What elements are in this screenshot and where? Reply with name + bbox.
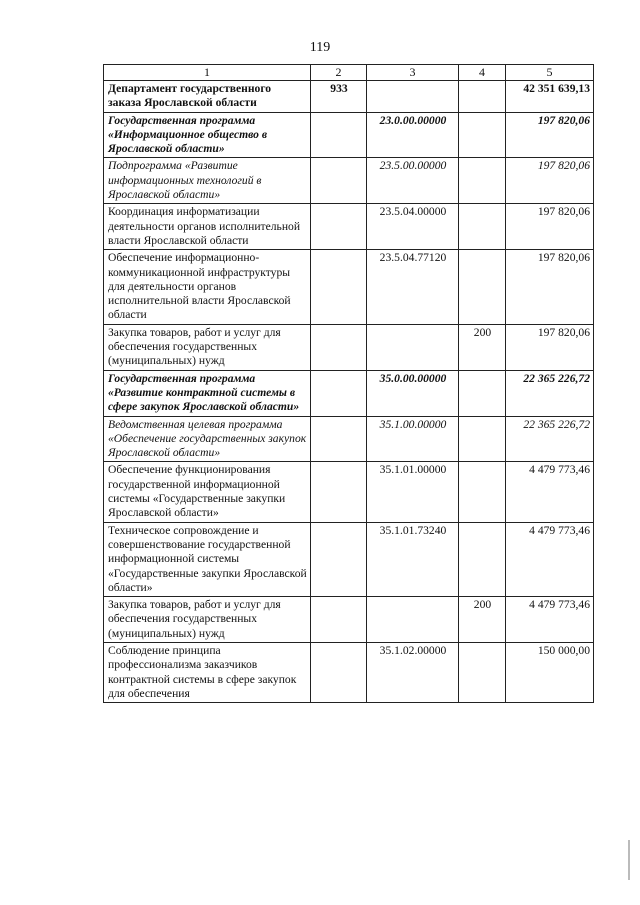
cell-amount: 197 820,06 xyxy=(506,158,594,204)
cell-expense-type xyxy=(459,416,506,462)
cell-name: Соблюдение принципа профессионализма заказчиков контрактной системы в сфере закупок для обеспечения xyxy=(104,642,311,702)
cell-name: Обеспечение функционирования государственной информационной системы «Государственные закупки Ярославской области» xyxy=(104,462,311,522)
cell-amount: 197 820,06 xyxy=(506,112,594,158)
cell-amount: 22 365 226,72 xyxy=(506,370,594,416)
column-header-amount: 5 xyxy=(506,65,594,81)
cell-amount: 150 000,00 xyxy=(506,642,594,702)
cell-expense-type: 200 xyxy=(459,597,506,643)
cell-amount: 22 365 226,72 xyxy=(506,416,594,462)
cell-name: Закупка товаров, работ и услуг для обеспечения государственных (муниципальных) нужд xyxy=(104,597,311,643)
page-number: 119 xyxy=(309,40,331,55)
table-row xyxy=(104,462,594,522)
cell-amount: 197 820,06 xyxy=(506,324,594,370)
cell-name: Обеспечение информационно-коммуникационной инфраструктуры для деятельности органов исполнительной власти Ярославской области xyxy=(104,250,311,324)
cell-dept-code xyxy=(311,158,367,204)
cell-dept-code xyxy=(311,642,367,702)
cell-target-code xyxy=(367,597,459,643)
table-row xyxy=(104,416,594,462)
table-row xyxy=(104,204,594,250)
cell-dept-code xyxy=(311,204,367,250)
cell-expense-type xyxy=(459,250,506,324)
cell-dept-code xyxy=(311,416,367,462)
cell-name: Департамент государственного заказа Ярославской области xyxy=(104,81,311,113)
cell-expense-type xyxy=(459,462,506,522)
cell-target-code: 35.1.01.00000 xyxy=(367,462,459,522)
table-row xyxy=(104,522,594,596)
table-row xyxy=(104,324,594,370)
column-header-dept: 2 xyxy=(311,65,367,81)
cell-dept-code: 933 xyxy=(311,81,367,113)
cell-dept-code xyxy=(311,462,367,522)
cell-expense-type xyxy=(459,642,506,702)
table-row xyxy=(104,642,594,702)
budget-table xyxy=(103,64,594,703)
table-row xyxy=(104,112,594,158)
cell-dept-code xyxy=(311,324,367,370)
cell-dept-code xyxy=(311,522,367,596)
table-row xyxy=(104,158,594,204)
table-row xyxy=(104,370,594,416)
cell-expense-type xyxy=(459,81,506,113)
cell-target-code: 23.5.00.00000 xyxy=(367,158,459,204)
cell-target-code: 23.5.04.00000 xyxy=(367,204,459,250)
cell-expense-type xyxy=(459,522,506,596)
cell-target-code xyxy=(367,81,459,113)
cell-dept-code xyxy=(311,250,367,324)
cell-target-code: 35.1.00.00000 xyxy=(367,416,459,462)
column-header-name: 1 xyxy=(104,65,311,81)
cell-amount: 4 479 773,46 xyxy=(506,462,594,522)
cell-amount: 4 479 773,46 xyxy=(506,597,594,643)
cell-amount: 197 820,06 xyxy=(506,204,594,250)
cell-dept-code xyxy=(311,112,367,158)
cell-amount: 42 351 639,13 xyxy=(506,81,594,113)
cell-name: Техническое сопровождение и совершенствование государственной информационной системы «Государственные закупки Ярославской области» xyxy=(104,522,311,596)
cell-name: Закупка товаров, работ и услуг для обеспечения государственных (муниципальных) нужд xyxy=(104,324,311,370)
cell-expense-type xyxy=(459,204,506,250)
cell-target-code: 35.0.00.00000 xyxy=(367,370,459,416)
cell-amount: 197 820,06 xyxy=(506,250,594,324)
cell-name: Координация информатизации деятельности органов исполнительной власти Ярославской области xyxy=(104,204,311,250)
cell-dept-code xyxy=(311,370,367,416)
cell-target-code: 23.0.00.00000 xyxy=(367,112,459,158)
cell-expense-type xyxy=(459,370,506,416)
table-row xyxy=(104,597,594,643)
table-row xyxy=(104,250,594,324)
cell-dept-code xyxy=(311,597,367,643)
cell-target-code xyxy=(367,324,459,370)
cell-amount: 4 479 773,46 xyxy=(506,522,594,596)
cell-expense-type xyxy=(459,112,506,158)
cell-name: Государственная программа «Информационное общество в Ярославской области» xyxy=(104,112,311,158)
cell-expense-type xyxy=(459,158,506,204)
cell-name: Ведомственная целевая программа «Обеспечение государственных закупок Ярославской области» xyxy=(104,416,311,462)
cell-name: Государственная программа «Развитие контрактной системы в сфере закупок Ярославской области» xyxy=(104,370,311,416)
scan-margin-mark xyxy=(628,840,630,880)
cell-expense-type: 200 xyxy=(459,324,506,370)
table-row xyxy=(104,81,594,113)
column-header-code: 3 xyxy=(367,65,459,81)
cell-target-code: 23.5.04.77120 xyxy=(367,250,459,324)
cell-target-code: 35.1.01.73240 xyxy=(367,522,459,596)
column-header-expense-type: 4 xyxy=(459,65,506,81)
table-header-row xyxy=(104,65,594,81)
cell-target-code: 35.1.02.00000 xyxy=(367,642,459,702)
cell-name: Подпрограмма «Развитие информационных технологий в Ярославской области» xyxy=(104,158,311,204)
